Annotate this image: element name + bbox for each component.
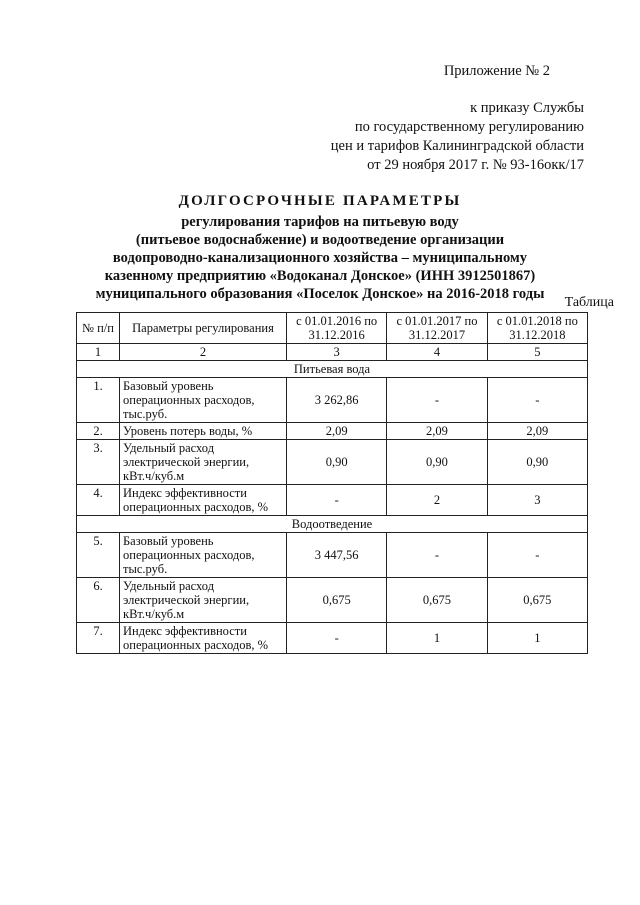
column-index: 5 <box>487 344 587 361</box>
row-number: 5. <box>77 533 120 578</box>
section-row <box>77 361 588 378</box>
column-index-row <box>77 344 588 361</box>
table-row <box>77 423 588 440</box>
appendix-line: цен и тарифов Калининградской области <box>330 138 584 154</box>
table-header-row <box>77 313 588 344</box>
section-title: Водоотведение <box>77 516 588 533</box>
parameter-name: Удельный расход электрической энергии, кВт.ч/куб.м <box>120 578 287 623</box>
document-title-line: казенному предприятию «Водоканал Донское» (ИНН 3912501867) <box>104 268 536 284</box>
appendix-title: Приложение № 2 <box>443 63 550 79</box>
value-2017: - <box>387 378 487 423</box>
parameter-name: Базовый уровень операционных расходов, тыс.руб. <box>120 533 287 578</box>
appendix-line: по государственному регулированию <box>354 119 584 135</box>
table-row <box>77 578 588 623</box>
row-number: 1. <box>77 378 120 423</box>
parameter-name: Индекс эффективности операционных расходов, % <box>120 485 287 516</box>
column-index: 2 <box>120 344 287 361</box>
parameter-name: Удельный расход электрической энергии, кВт.ч/куб.м <box>120 440 287 485</box>
parameter-name: Индекс эффективности операционных расходов, % <box>120 623 287 654</box>
appendix-line: от 29 ноября 2017 г. № 93-16окк/17 <box>367 157 584 173</box>
table-body <box>77 344 588 654</box>
parameter-name: Базовый уровень операционных расходов, тыс.руб. <box>120 378 287 423</box>
value-2017: 2,09 <box>387 423 487 440</box>
table-row <box>77 378 588 423</box>
header-period-2017: с 01.01.2017 по 31.12.2017 <box>387 313 487 344</box>
value-2016: 0,675 <box>287 578 387 623</box>
column-index: 3 <box>287 344 387 361</box>
column-index: 1 <box>77 344 120 361</box>
header-parameter: Параметры регулирования <box>120 313 287 344</box>
value-2018: 1 <box>487 623 587 654</box>
value-2017: 1 <box>387 623 487 654</box>
appendix-line: к приказу Службы <box>470 100 584 116</box>
value-2018: 3 <box>487 485 587 516</box>
header-period-2018: с 01.01.2018 по 31.12.2018 <box>487 313 587 344</box>
row-number: 4. <box>77 485 120 516</box>
parameter-name: Уровень потерь воды, % <box>120 423 287 440</box>
document-title-main: ДОЛГОСРОЧНЫЕ ПАРАМЕТРЫ <box>178 193 462 209</box>
value-2017: 0,90 <box>387 440 487 485</box>
parameters-table <box>76 312 588 654</box>
value-2016: 2,09 <box>287 423 387 440</box>
value-2016: - <box>287 623 387 654</box>
table-row <box>77 485 588 516</box>
row-number: 7. <box>77 623 120 654</box>
value-2016: 3 262,86 <box>287 378 387 423</box>
value-2018: 0,90 <box>487 440 587 485</box>
section-title: Питьевая вода <box>77 361 588 378</box>
table-row <box>77 440 588 485</box>
document-title-line: (питьевое водоснабжение) и водоотведение организации <box>135 232 505 248</box>
column-index: 4 <box>387 344 487 361</box>
header-number: № п/п <box>77 313 120 344</box>
value-2018: 2,09 <box>487 423 587 440</box>
value-2018: 0,675 <box>487 578 587 623</box>
table-row <box>77 533 588 578</box>
document-title-line: водопроводно-канализационного хозяйства – муниципальному <box>112 250 528 266</box>
value-2016: 0,90 <box>287 440 387 485</box>
value-2017: 0,675 <box>387 578 487 623</box>
section-row <box>77 516 588 533</box>
value-2017: 2 <box>387 485 487 516</box>
value-2016: 3 447,56 <box>287 533 387 578</box>
appendix-block <box>324 62 584 175</box>
document-title <box>60 192 580 303</box>
value-2017: - <box>387 533 487 578</box>
header-period-2016: с 01.01.2016 по 31.12.2016 <box>287 313 387 344</box>
value-2018: - <box>487 533 587 578</box>
value-2018: - <box>487 378 587 423</box>
document-title-line: муниципального образования «Поселок Донское» на 2016-2018 годы <box>95 286 545 302</box>
row-number: 6. <box>77 578 120 623</box>
document-title-line: регулирования тарифов на питьевую воду <box>181 214 459 230</box>
value-2016: - <box>287 485 387 516</box>
table-caption: Таблица <box>564 295 614 310</box>
row-number: 2. <box>77 423 120 440</box>
row-number: 3. <box>77 440 120 485</box>
table-row <box>77 623 588 654</box>
